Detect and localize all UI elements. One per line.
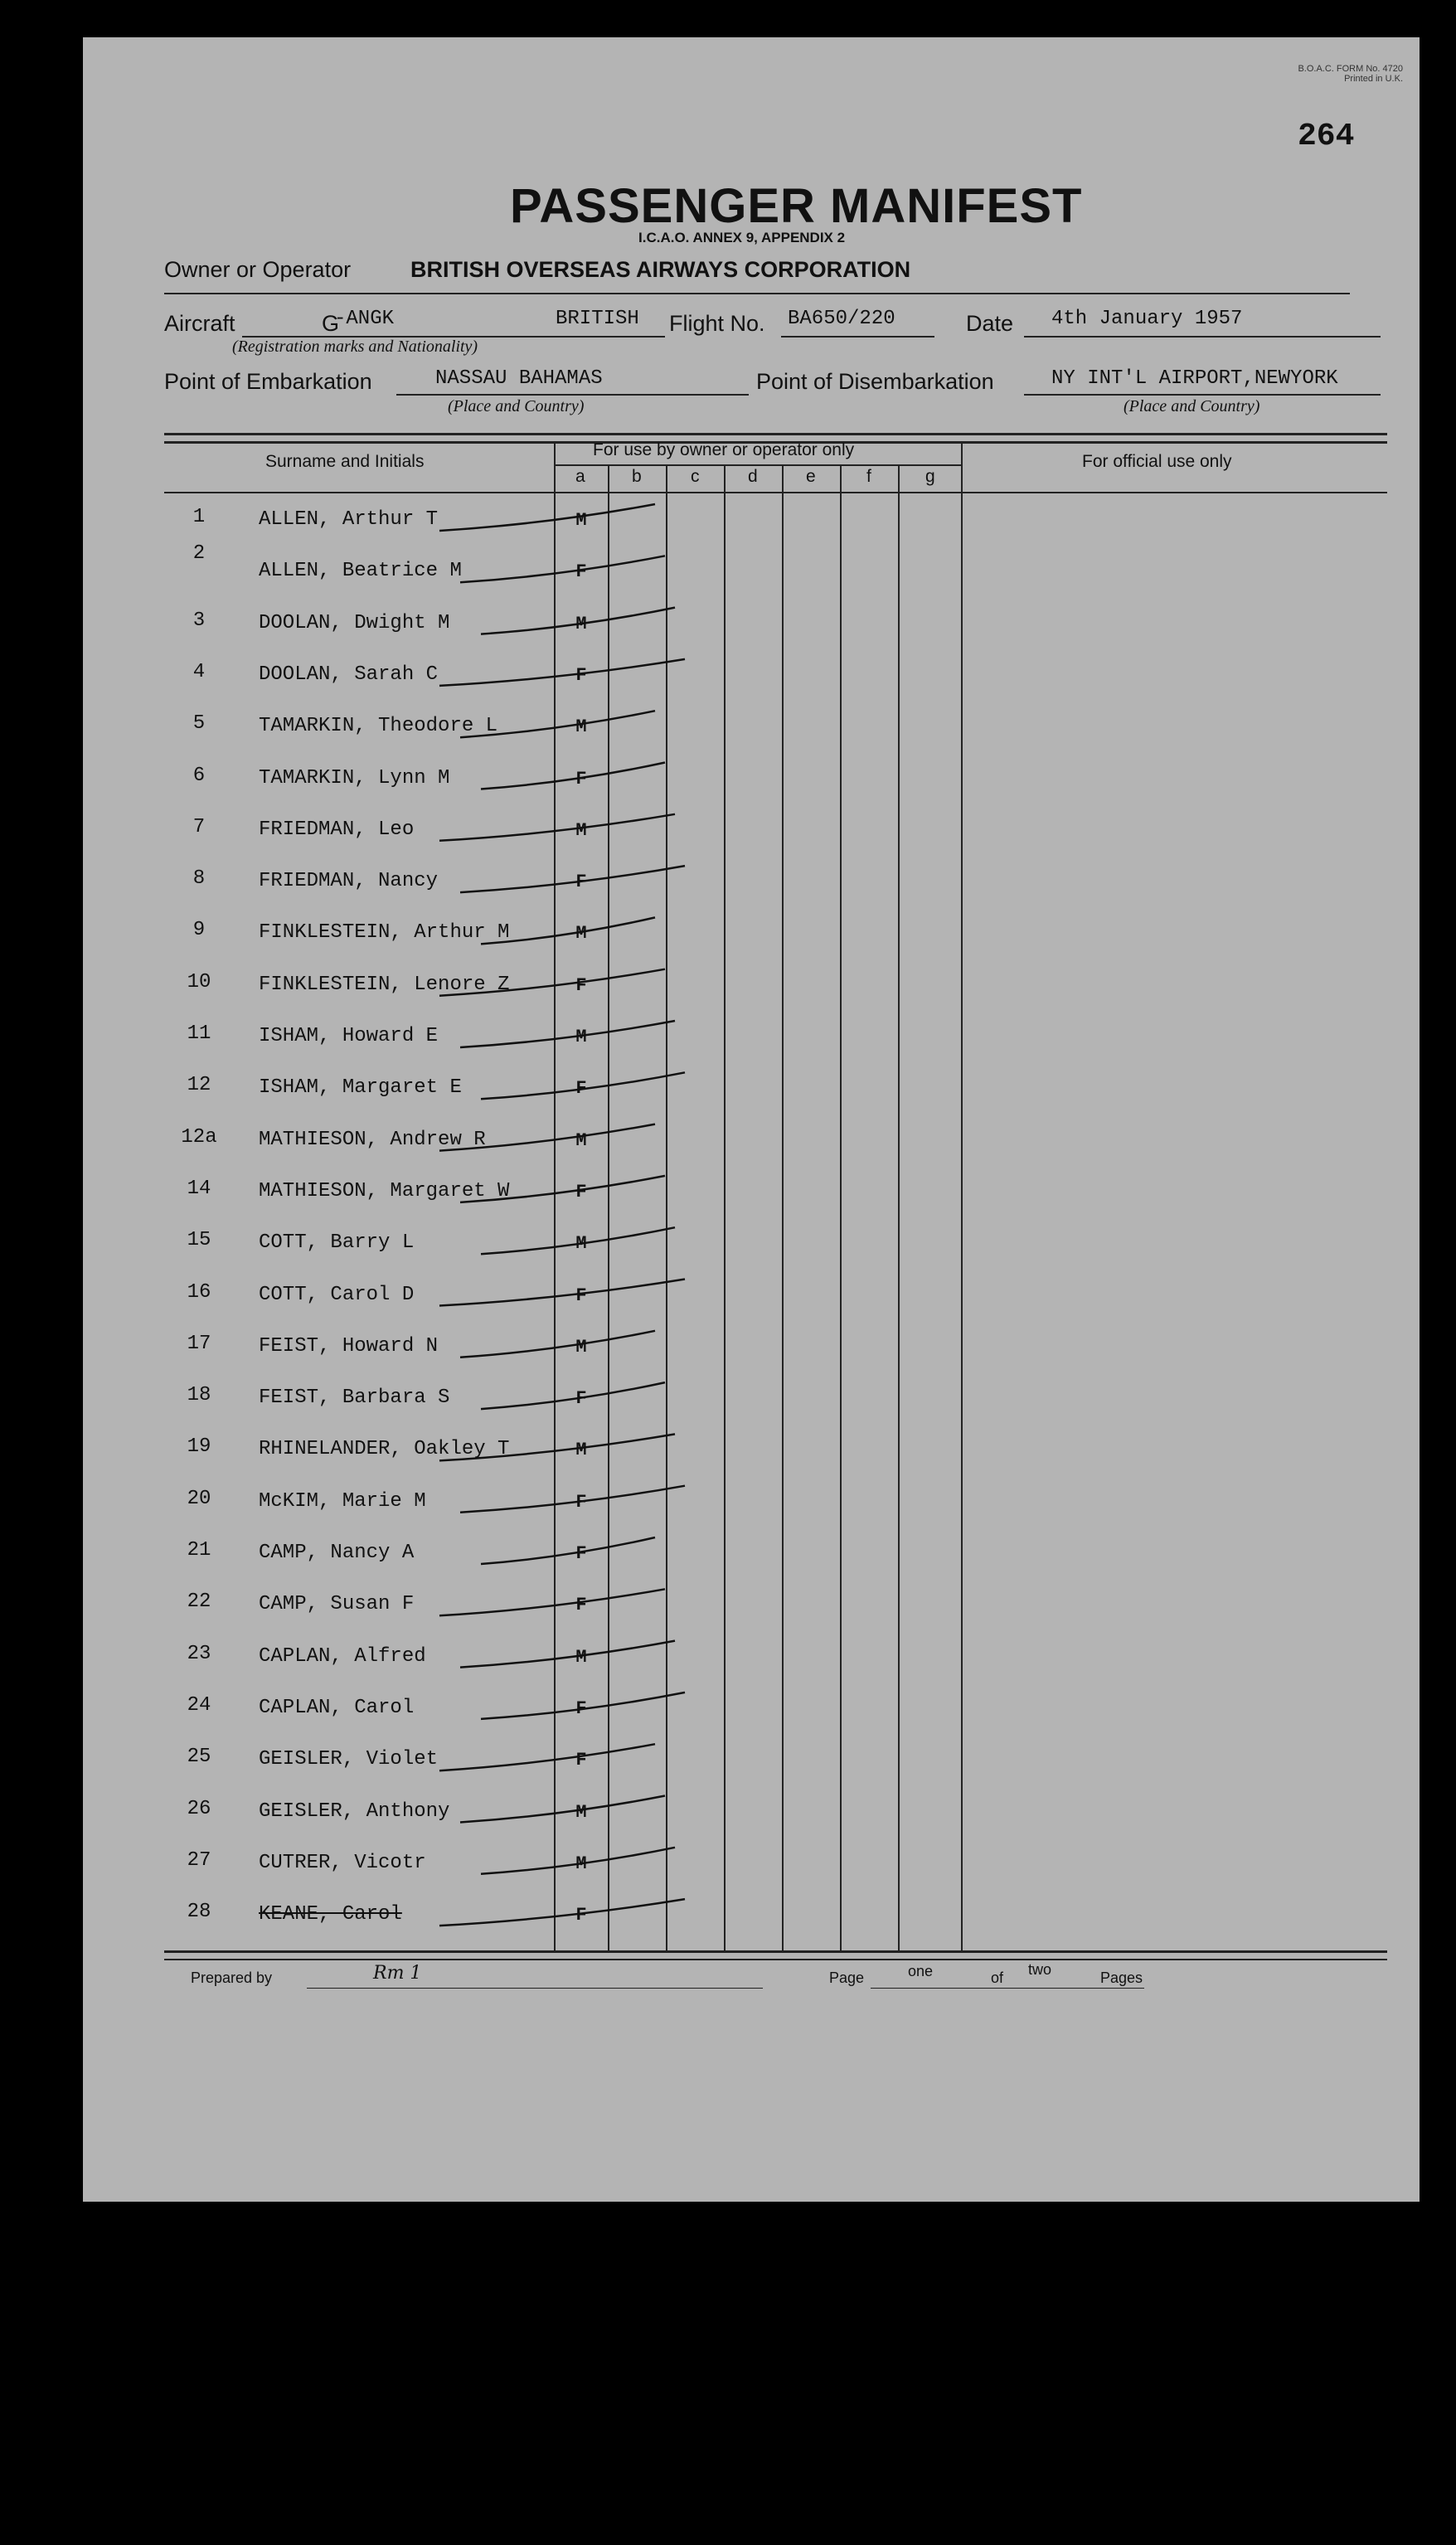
row-number: 2 bbox=[192, 542, 206, 566]
row-number: 12a bbox=[181, 1125, 217, 1149]
row-number: 15 bbox=[187, 1229, 211, 1252]
tick-mark bbox=[481, 1382, 665, 1409]
row-number: 12 bbox=[187, 1074, 211, 1097]
passenger-name: TAMARKIN, Lynn M bbox=[259, 766, 450, 789]
flight-number: BA650/220 bbox=[788, 308, 895, 330]
flight-label: Flight No. bbox=[669, 311, 765, 336]
tick-mark bbox=[439, 1744, 655, 1770]
passenger-sex: M bbox=[575, 716, 587, 738]
passenger-sex: F bbox=[575, 664, 587, 686]
tick-mark bbox=[460, 1021, 675, 1047]
passenger-name: MATHIESON, Andrew R bbox=[259, 1128, 486, 1151]
row-number: 5 bbox=[192, 712, 206, 736]
col-letter-c: c bbox=[691, 467, 700, 486]
col-letter-a: a bbox=[575, 467, 585, 486]
passenger-name: FINKLESTEIN, Lenore Z bbox=[259, 973, 510, 996]
col-letter-d: d bbox=[748, 467, 758, 486]
embarkation-value: NASSAU BAHAMAS bbox=[435, 367, 603, 390]
col-header-operator: For use by owner or operator only bbox=[593, 440, 855, 459]
passenger-sex: M bbox=[575, 1129, 587, 1151]
row-number: 4 bbox=[192, 660, 206, 683]
row-number: 19 bbox=[187, 1435, 211, 1459]
passenger-name: RHINELANDER, Oakley T bbox=[259, 1438, 510, 1461]
passenger-name: McKIM, Marie M bbox=[259, 1489, 426, 1513]
tick-mark bbox=[439, 504, 655, 531]
form-code-number: B.O.A.C. FORM No. 4720 bbox=[1298, 64, 1403, 74]
passenger-name: KEANE, Carol bbox=[259, 1903, 402, 1926]
passenger-name: FRIEDMAN, Nancy bbox=[259, 870, 439, 893]
passenger-name: GEISLER, Anthony bbox=[259, 1799, 450, 1823]
page-value: one bbox=[908, 1963, 934, 1979]
tick-mark bbox=[439, 969, 665, 996]
passenger-sex: M bbox=[575, 1336, 587, 1357]
passenger-sex: F bbox=[575, 1285, 587, 1306]
passenger-name: DOOLAN, Sarah C bbox=[259, 663, 439, 686]
page-subtitle: I.C.A.O. ANNEX 9, APPENDIX 2 bbox=[638, 230, 846, 245]
passenger-sex: F bbox=[575, 1905, 587, 1926]
passenger-sex: M bbox=[575, 510, 587, 531]
passenger-sex: M bbox=[575, 1853, 587, 1874]
of-value: two bbox=[1028, 1961, 1052, 1978]
row-number: 1 bbox=[192, 506, 206, 528]
row-number: 20 bbox=[187, 1487, 211, 1510]
passenger-sex: M bbox=[575, 1646, 587, 1668]
passenger-sex: F bbox=[575, 1388, 587, 1410]
aircraft-registration: -ANGK bbox=[334, 308, 395, 330]
row-number: 3 bbox=[192, 609, 206, 632]
passenger-name: MATHIESON, Margaret W bbox=[259, 1179, 510, 1202]
tick-mark bbox=[460, 866, 685, 892]
tick-mark bbox=[439, 1899, 685, 1926]
passenger-name: CUTRER, Vicotr bbox=[259, 1851, 426, 1874]
row-number: 16 bbox=[187, 1280, 211, 1304]
passenger-name: ALLEN, Arthur T bbox=[259, 508, 439, 531]
row-number: 25 bbox=[187, 1746, 211, 1769]
row-number: 21 bbox=[187, 1539, 211, 1561]
manifest-page bbox=[83, 37, 1420, 2202]
passenger-sex: F bbox=[575, 1181, 587, 1202]
prepared-signature: Rm 1 bbox=[373, 1963, 422, 1984]
passenger-name: FRIEDMAN, Leo bbox=[259, 818, 415, 841]
tick-mark bbox=[439, 1280, 685, 1306]
col-header-name: Surname and Initials bbox=[265, 452, 425, 471]
pages-label: Pages bbox=[1100, 1969, 1143, 1986]
tick-mark bbox=[481, 1848, 675, 1874]
passenger-sex: F bbox=[575, 872, 587, 893]
passenger-name: ISHAM, Margaret E bbox=[259, 1076, 462, 1100]
passenger-sex: F bbox=[575, 1750, 587, 1771]
aircraft-nationality: BRITISH bbox=[556, 308, 639, 330]
disembarkation-value: NY INT'L AIRPORT,NEWYORK bbox=[1051, 367, 1338, 390]
passenger-name: GEISLER, Violet bbox=[259, 1748, 439, 1771]
page-title: PASSENGER MANIFEST bbox=[510, 179, 1083, 233]
tick-mark bbox=[481, 763, 665, 789]
passenger-sex: M bbox=[575, 1027, 587, 1047]
row-number: 27 bbox=[187, 1848, 211, 1872]
row-number: 8 bbox=[192, 867, 206, 891]
col-header-official: For official use only bbox=[1082, 452, 1232, 471]
passenger-name: FEIST, Barbara S bbox=[259, 1387, 450, 1410]
aircraft-prefix: G bbox=[322, 311, 340, 336]
passenger-sex: F bbox=[575, 974, 587, 996]
passenger-name: ISHAM, Howard E bbox=[259, 1025, 439, 1047]
passenger-sex: M bbox=[575, 819, 587, 841]
tick-mark bbox=[481, 1537, 655, 1564]
tick-mark bbox=[460, 1331, 655, 1357]
date-value: 4th January 1957 bbox=[1051, 308, 1243, 330]
handwritten-tick-marks bbox=[83, 37, 1420, 2202]
tick-mark bbox=[481, 608, 675, 634]
page-number: 264 bbox=[1298, 119, 1355, 154]
passenger-name: CAMP, Susan F bbox=[259, 1593, 415, 1616]
disembarkation-note: (Place and Country) bbox=[1124, 397, 1260, 415]
tick-mark bbox=[481, 1227, 675, 1254]
row-number: 22 bbox=[187, 1591, 211, 1614]
tick-mark bbox=[439, 1589, 665, 1615]
passenger-name: FINKLESTEIN, Arthur M bbox=[259, 921, 510, 945]
tick-mark bbox=[460, 556, 665, 582]
passenger-sex: F bbox=[575, 768, 587, 789]
col-letter-f: f bbox=[866, 467, 871, 486]
tick-mark bbox=[481, 1693, 685, 1719]
page-label: Page bbox=[829, 1969, 865, 1986]
passenger-sex: M bbox=[575, 613, 587, 634]
col-letter-g: g bbox=[925, 467, 935, 486]
tick-mark bbox=[481, 1072, 685, 1099]
passenger-name: CAMP, Nancy A bbox=[259, 1542, 415, 1564]
aircraft-note: (Registration marks and Nationality) bbox=[232, 338, 478, 356]
owner-value: BRITISH OVERSEAS AIRWAYS CORPORATION bbox=[410, 257, 911, 282]
passenger-name: CAPLAN, Carol bbox=[259, 1696, 415, 1719]
passenger-sex: M bbox=[575, 923, 587, 945]
passenger-sex: F bbox=[575, 1595, 587, 1616]
prepared-label: Prepared by bbox=[191, 1969, 273, 1986]
tick-mark bbox=[439, 659, 685, 686]
date-label: Date bbox=[966, 311, 1014, 336]
col-letter-b: b bbox=[632, 467, 642, 486]
tick-mark bbox=[439, 1124, 655, 1151]
passenger-sex: M bbox=[575, 1440, 587, 1461]
row-number: 28 bbox=[187, 1901, 211, 1924]
tick-mark bbox=[460, 1796, 665, 1823]
row-number: 10 bbox=[187, 970, 211, 993]
passenger-sex: M bbox=[575, 1233, 587, 1255]
tick-mark bbox=[460, 1176, 665, 1202]
row-number: 17 bbox=[187, 1332, 211, 1355]
passenger-name: ALLEN, Beatrice M bbox=[259, 560, 462, 583]
passenger-sex: F bbox=[575, 1078, 587, 1100]
disembarkation-label: Point of Disembarkation bbox=[756, 369, 994, 394]
embarkation-note: (Place and Country) bbox=[448, 397, 585, 415]
passenger-sex: M bbox=[575, 1801, 587, 1823]
row-number: 18 bbox=[187, 1384, 211, 1407]
passenger-name: COTT, Barry L bbox=[259, 1231, 415, 1255]
aircraft-label: Aircraft bbox=[164, 311, 235, 336]
passenger-name: TAMARKIN, Theodore L bbox=[259, 715, 498, 738]
tick-mark bbox=[460, 711, 655, 737]
passenger-sex: F bbox=[575, 561, 587, 583]
tick-mark bbox=[481, 917, 655, 944]
row-number: 14 bbox=[187, 1177, 211, 1200]
row-number: 23 bbox=[187, 1642, 211, 1665]
col-letter-e: e bbox=[806, 467, 816, 486]
passenger-name: DOOLAN, Dwight M bbox=[259, 611, 450, 634]
tick-mark bbox=[439, 814, 675, 841]
passenger-sex: F bbox=[575, 1543, 587, 1564]
row-number: 6 bbox=[192, 764, 206, 787]
row-number: 26 bbox=[187, 1797, 211, 1820]
of-label: of bbox=[991, 1969, 1004, 1986]
row-number: 9 bbox=[192, 919, 206, 942]
passenger-name: CAPLAN, Alfred bbox=[259, 1644, 426, 1668]
tick-mark bbox=[460, 1486, 685, 1513]
row-number: 11 bbox=[187, 1022, 211, 1045]
owner-label: Owner or Operator bbox=[164, 257, 352, 282]
passenger-name: FEIST, Howard N bbox=[259, 1334, 439, 1357]
passenger-sex: F bbox=[575, 1697, 587, 1719]
tick-mark bbox=[460, 1641, 675, 1668]
embarkation-label: Point of Embarkation bbox=[164, 369, 372, 394]
passenger-name: COTT, Carol D bbox=[259, 1283, 415, 1306]
row-number: 24 bbox=[187, 1693, 211, 1717]
row-number: 7 bbox=[192, 815, 206, 838]
tick-mark bbox=[439, 1434, 675, 1460]
passenger-sex: F bbox=[575, 1491, 587, 1513]
printed-in: Printed in U.K. bbox=[1344, 74, 1403, 84]
